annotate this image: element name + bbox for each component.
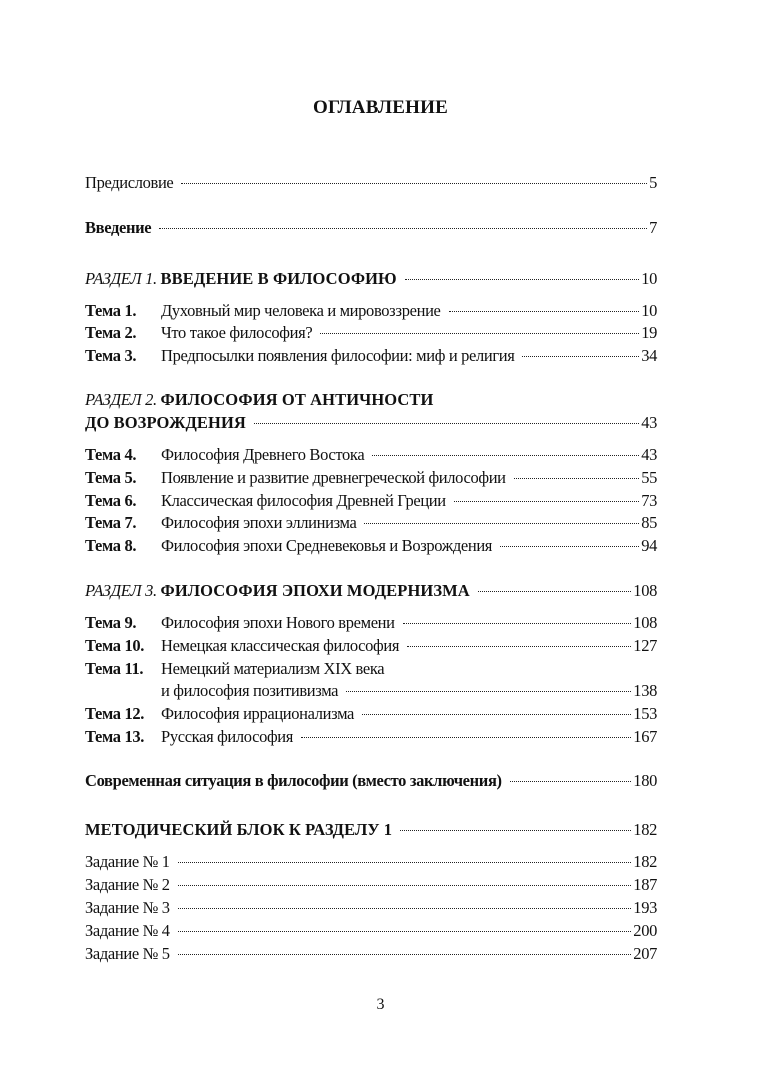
toc-section-1[interactable]: [85, 268, 657, 290]
dot-leader: [159, 228, 647, 229]
page-ref: 153: [633, 704, 657, 723]
page-ref: 182: [633, 820, 657, 839]
toc-task[interactable]: [85, 920, 657, 942]
topic-text: Философия иррационализма: [161, 704, 355, 723]
page-ref: 19: [641, 323, 657, 342]
topic-text: Появление и развитие древнегреческой философии: [161, 468, 506, 487]
toc-topic[interactable]: [85, 612, 657, 634]
page-ref: 10: [641, 301, 657, 320]
topic-label: Тема 7.: [85, 513, 137, 532]
toc-section-3[interactable]: [85, 580, 657, 602]
toc-topic[interactable]: [85, 444, 657, 466]
page-ref: 85: [641, 513, 657, 532]
task-text: Задание № 3: [85, 898, 170, 917]
entry-text: Современная ситуация в философии (вместо заключения): [85, 771, 502, 790]
page-ref: 127: [633, 636, 657, 655]
page-ref: 108: [633, 613, 657, 632]
toc-task[interactable]: [85, 874, 657, 896]
toc-section-2[interactable]: [85, 412, 657, 434]
dot-leader: [346, 691, 631, 692]
topic-text: Что такое философия?: [161, 323, 313, 342]
toc-methodical-block[interactable]: [85, 819, 657, 841]
toc-task[interactable]: [85, 851, 657, 873]
dot-leader: [403, 623, 632, 624]
dot-leader: [181, 183, 647, 184]
toc-topic[interactable]: [85, 726, 657, 748]
section-title: ФИЛОСОФИЯ ЭПОХИ МОДЕРНИЗМА: [160, 581, 470, 600]
topic-label: Тема 4.: [85, 445, 137, 464]
toc-topic[interactable]: [85, 345, 657, 367]
topic-text: Философия эпохи эллинизма: [161, 513, 357, 532]
toc-topic[interactable]: [85, 635, 657, 657]
dot-leader: [514, 478, 640, 479]
dot-leader: [301, 737, 631, 738]
page-ref: 5: [649, 173, 657, 192]
dot-leader: [407, 646, 631, 647]
dot-leader: [362, 714, 631, 715]
topic-text: Немецкий материализм XIX века: [161, 659, 385, 678]
topic-text: Классическая философия Древней Греции: [161, 491, 446, 510]
dot-leader: [320, 333, 639, 334]
section-title: ВВЕДЕНИЕ В ФИЛОСОФИЮ: [160, 269, 397, 288]
task-text: Задание № 2: [85, 875, 170, 894]
dot-leader: [500, 546, 639, 547]
entry-text: МЕТОДИЧЕСКИЙ БЛОК К РАЗДЕЛУ 1: [85, 820, 393, 839]
page-title: ОГЛАВЛЕНИЕ: [313, 97, 448, 118]
topic-text: Философия эпохи Средневековья и Возрождения: [161, 536, 493, 555]
toc-topic-cont[interactable]: [85, 680, 657, 702]
page-ref: 10: [641, 269, 657, 288]
page-ref: 180: [633, 771, 657, 790]
topic-text-cont: и философия позитивизма: [161, 681, 339, 700]
toc-topic[interactable]: [85, 300, 657, 322]
dot-leader: [510, 781, 632, 782]
topic-label: Тема 2.: [85, 323, 137, 342]
task-text: Задание № 5: [85, 944, 170, 963]
dot-leader: [364, 523, 639, 524]
dot-leader: [178, 862, 632, 863]
section-title: ФИЛОСОФИЯ ОТ АНТИЧНОСТИ: [160, 390, 434, 409]
entry-text: Введение: [85, 218, 152, 237]
toc-entry-preface[interactable]: [85, 172, 657, 194]
page-ref: 43: [641, 413, 657, 432]
section-title-cont: ДО ВОЗРОЖДЕНИЯ: [85, 413, 246, 432]
page-ref: 73: [641, 491, 657, 510]
topic-label: Тема 8.: [85, 536, 137, 555]
toc-topic[interactable]: [85, 467, 657, 489]
topic-text: Философия Древнего Востока: [161, 445, 365, 464]
topic-text: Философия эпохи Нового времени: [161, 613, 395, 632]
toc-entry-conclusion[interactable]: [85, 770, 657, 792]
topic-label: Тема 11.: [85, 659, 144, 678]
task-text: Задание № 4: [85, 921, 170, 940]
page-ref: 193: [633, 898, 657, 917]
toc-task[interactable]: [85, 943, 657, 965]
topic-label: Тема 6.: [85, 491, 137, 510]
topic-label: Тема 10.: [85, 636, 145, 655]
page-ref: 34: [641, 346, 657, 365]
section-prefix: РАЗДЕЛ 2.: [85, 390, 157, 409]
entry-text: Предисловие: [85, 173, 174, 192]
page-ref: 182: [633, 852, 657, 871]
topic-label: Тема 3.: [85, 346, 137, 365]
dot-leader: [254, 423, 639, 424]
dot-leader: [400, 830, 631, 831]
dot-leader: [178, 885, 632, 886]
page-ref: 55: [641, 468, 657, 487]
section-prefix: РАЗДЕЛ 3.: [85, 581, 157, 600]
topic-text: Русская философия: [161, 727, 294, 746]
dot-leader: [178, 954, 632, 955]
toc-topic[interactable]: [85, 322, 657, 344]
page-ref: 167: [633, 727, 657, 746]
topic-text: Предпосылки появления философии: миф и религия: [161, 346, 515, 365]
dot-leader: [478, 591, 631, 592]
dot-leader: [522, 356, 639, 357]
page-ref: 187: [633, 875, 657, 894]
topic-text: Немецкая классическая философия: [161, 636, 400, 655]
topic-label: Тема 13.: [85, 727, 145, 746]
topic-label: Тема 12.: [85, 704, 145, 723]
topic-label: Тема 1.: [85, 301, 137, 320]
topic-label: Тема 9.: [85, 613, 137, 632]
page-number: 3: [376, 996, 385, 1013]
toc-topic[interactable]: [85, 658, 657, 680]
toc-topic[interactable]: [85, 490, 657, 512]
page-ref: 43: [641, 445, 657, 464]
task-text: Задание № 1: [85, 852, 170, 871]
toc-entry-intro[interactable]: [85, 217, 657, 239]
dot-leader: [405, 279, 639, 280]
section-prefix: РАЗДЕЛ 1.: [85, 269, 157, 288]
toc-topic[interactable]: [85, 512, 657, 534]
dot-leader: [372, 455, 639, 456]
page-ref: 94: [641, 536, 657, 555]
dot-leader: [178, 908, 632, 909]
page-ref: 200: [633, 921, 657, 940]
topic-label: Тема 5.: [85, 468, 137, 487]
page-ref: 7: [649, 218, 657, 237]
dot-leader: [454, 501, 639, 502]
page-ref: 108: [633, 581, 657, 600]
toc-topic[interactable]: [85, 703, 657, 725]
toc-task[interactable]: [85, 897, 657, 919]
toc-topic[interactable]: [85, 535, 657, 557]
page-ref: 138: [633, 681, 657, 700]
topic-text: Духовный мир человека и мировоззрение: [161, 301, 441, 320]
page-ref: 207: [633, 944, 657, 963]
toc-section-2-line1[interactable]: [85, 389, 657, 411]
dot-leader: [178, 931, 632, 932]
dot-leader: [449, 311, 640, 312]
